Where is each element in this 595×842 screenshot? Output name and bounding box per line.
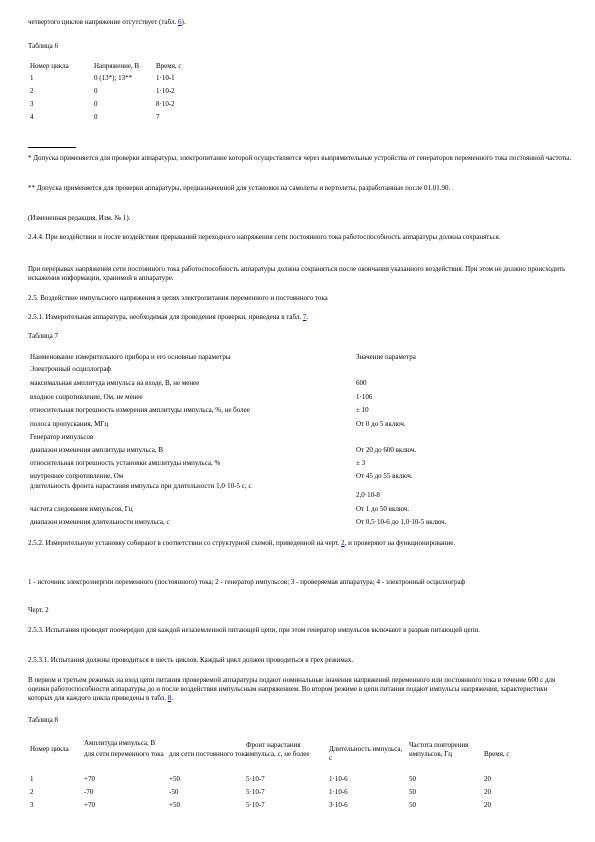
table-6-header-cycle: Номер цикла	[30, 62, 69, 70]
intro-line: четвертого циклов напряжение отсутствует (табл. 6).	[28, 18, 186, 26]
table-7-cell: диапазон изменения длительности импульса, с	[30, 518, 170, 526]
table-7-cell: диапазон изменения амплитуды импульса, В	[30, 446, 163, 454]
table-7-header-value: Значение параметра	[356, 353, 416, 361]
table-6-cell: 7	[156, 113, 160, 121]
table-8-cell: 20	[484, 801, 491, 809]
table-8-cell: 5·10-7	[246, 788, 265, 796]
table-7-cell: внутреннее сопротивление, Ом	[30, 472, 124, 480]
table-8-cell: 1	[30, 775, 34, 783]
table-7-cell: входное сопротивление, Ом, не менее	[30, 393, 143, 401]
table-7-title: Таблица 7	[28, 332, 58, 340]
table-8-header-amplitude: Амплитуда импульса, В	[84, 739, 156, 747]
footnote-divider	[28, 147, 76, 148]
footnote-1: * Допуска применяется для проверки аппаратуры, электропитание которой осуществляется через выпрямительные устройства от генераторов переменного тока постоянной частоты.	[28, 154, 572, 162]
paragraph-2-5-1: 2.5.1. Измерительная аппаратура, необходимая для проведения проверки, приведена в табл. 7.	[28, 313, 309, 321]
table-7-link[interactable]: 7	[302, 313, 307, 321]
table-8-cell: -70	[84, 788, 94, 796]
table-7-cell: ± 3	[356, 459, 366, 467]
table-6-title: Таблица 6	[28, 42, 58, 50]
table-8-header-cycle: Номер цикла	[30, 745, 69, 753]
paragraph-2-4-4: 2.4.4. При воздействии и после воздействия прерываний переходного напряжения сети постоянного тока работоспособность аппаратуры должна сохраняться.	[28, 233, 501, 241]
table-8-cell: 5·10-7	[246, 801, 265, 809]
table-8-cell: 3	[30, 801, 34, 809]
table-8-cell: 20	[484, 788, 491, 796]
table-8-cell: 20	[484, 775, 491, 783]
table-7-group-label: Электронный осциллограф	[30, 365, 112, 373]
table-7-cell: длительность фронта нарастания импульса при длительности 1,0·10-5 с, с	[30, 482, 252, 490]
table-7-cell: 2,0·10-8	[356, 491, 380, 499]
footnote-2: ** Допуска применяется для проверки аппаратуры, предназначенной для установки на самолеты и вертолеты, разработанные после 01.01.90.	[28, 184, 451, 192]
table-8-header-frequency: Частота повторения импульсов, Гц	[409, 741, 469, 758]
table-8-cell: 50	[409, 775, 416, 783]
table-6-cell: 1·10-2	[156, 87, 175, 95]
paragraph-2-5-2: 2.5.2. Измерительную установку собирают в соответствии со структурной схемой, приведенной на черт. 2, и проверяют на функционирование.	[28, 539, 456, 547]
table-7-cell: 600	[356, 379, 367, 387]
table-8-cell: 2	[30, 788, 34, 796]
edition-note: (Измененная редакция, Изм. № 1).	[28, 214, 131, 222]
table-8-title: Таблица 8	[28, 716, 58, 724]
table-8-cell: 50	[409, 788, 416, 796]
table-7-group-label: Генератор импульсов	[30, 433, 94, 441]
table-8-cell: +50	[169, 801, 180, 809]
table-7-cell: относительная погрешность измерения амплитуды импульса, %, не более	[30, 406, 250, 414]
table-6-cell: 0	[94, 100, 98, 108]
table-8-link[interactable]: 8	[167, 694, 172, 702]
drawing-2-link[interactable]: 2	[341, 539, 345, 547]
table-8-cell: +70	[84, 801, 95, 809]
table-8-cell: 1·10-6	[329, 775, 348, 783]
table-6-cell: 2	[30, 87, 34, 95]
table-7-cell: максимальная амплитуда импульса на входе, В, не менее	[30, 379, 200, 387]
drawing-legend: 1 - источник электроэнергии переменного (постоянного) тока; 2 - генератор импульсов; 3 - проверяемая аппаратура; 4 - электронный осциллограф	[28, 578, 466, 586]
table-8-header-duration: Длительность импульса, с	[329, 745, 403, 762]
table-6-cell: 8·10-2	[156, 100, 175, 108]
paragraph-2-5-3: 2.5.3. Испытания проводят поочередно для каждой незаземленной питающей цепи, при этом генератор импульсов включают в разрыв питающей цепи.	[28, 626, 480, 634]
table-7-cell: полоса пропускания, МГц	[30, 420, 109, 428]
paragraph-2-5-3-1-b: В первом и третьем режимах на вход цепи питания проверяемой аппаратуры подают номинальные значения напряжений переменного или постоянного тока в течение 600 с для оценки работоспособности аппаратуры до и после воздействия импульсным напряжением. Во втором режиме в цепи питания подают импульсы напряжения, характеристики которых для каждого цикла приведены в табл. 8.	[28, 676, 556, 702]
table-7-cell: относительная погрешность установки амплитуды импульса, %	[30, 459, 221, 467]
table-8-header-amp-ac: для сети переменного тока	[84, 750, 164, 758]
table-7-cell: От 45 до 55 включ.	[356, 472, 413, 480]
table-8-cell: 1·10-6	[329, 788, 348, 796]
table-6-cell: 1·10-1	[156, 74, 175, 82]
table-8-cell: -50	[169, 788, 179, 796]
table-6-cell: 3	[30, 100, 34, 108]
table-8-cell: +70	[84, 775, 95, 783]
table-6-link[interactable]: 6	[177, 18, 182, 26]
table-8-cell: 50	[409, 801, 416, 809]
table-6-cell: 4	[30, 113, 34, 121]
table-7-cell: ± 10	[356, 406, 369, 414]
table-6-cell: 0 (13*); 13**	[94, 74, 133, 82]
drawing-caption: Черт. 2	[28, 606, 49, 614]
table-7-header-name: Наименование измерительного прибора и его основные параметры	[30, 353, 231, 361]
table-8-cell: +50	[169, 775, 180, 783]
table-8-header-front: Фронт нарастания импульса, с, не более	[246, 741, 310, 758]
table-7-cell: От 20 до 600 включ.	[356, 446, 417, 454]
table-8-cell: 5·10-7	[246, 775, 265, 783]
table-6-header-time: Время, с	[156, 62, 182, 70]
section-2-5-heading: 2.5. Воздействие импульсного напряжения в цепях электропитания переменного и постоянного тока	[28, 294, 328, 302]
table-8-header-amp-dc: для сети постоянного тока	[169, 750, 248, 758]
table-6-cell: 0	[94, 113, 98, 121]
paragraph-2-4-4-b: При перерывах напряжения сети постоянного тока работоспособность аппаратуры должна сохраняться после окончания указанного воздействия. При этом не должно происходить искажения информации, хранимой в аппаратуре.	[28, 265, 566, 282]
table-7-cell: 1·106	[356, 393, 373, 401]
table-7-cell: От 0 до 5 включ.	[356, 420, 406, 428]
table-8-cell: 3·10-6	[329, 801, 348, 809]
table-6-cell: 1	[30, 74, 34, 82]
table-8-header-time: Время, с	[484, 750, 510, 758]
table-6-header-voltage: Напряжение, В	[94, 62, 140, 70]
paragraph-2-5-3-1: 2.5.3.1. Испытания должны проводиться в шесть циклов. Каждый цикл должен проводиться в трех режимах.	[28, 656, 354, 664]
table-7-cell: От 0,5·10-6 до 1,0·10-5 включ.	[356, 518, 447, 526]
table-7-cell: От 1 до 50 включ.	[356, 505, 410, 513]
table-6-cell: 0	[94, 87, 98, 95]
table-7-cell: частота следования импульсов, Гц	[30, 505, 133, 513]
